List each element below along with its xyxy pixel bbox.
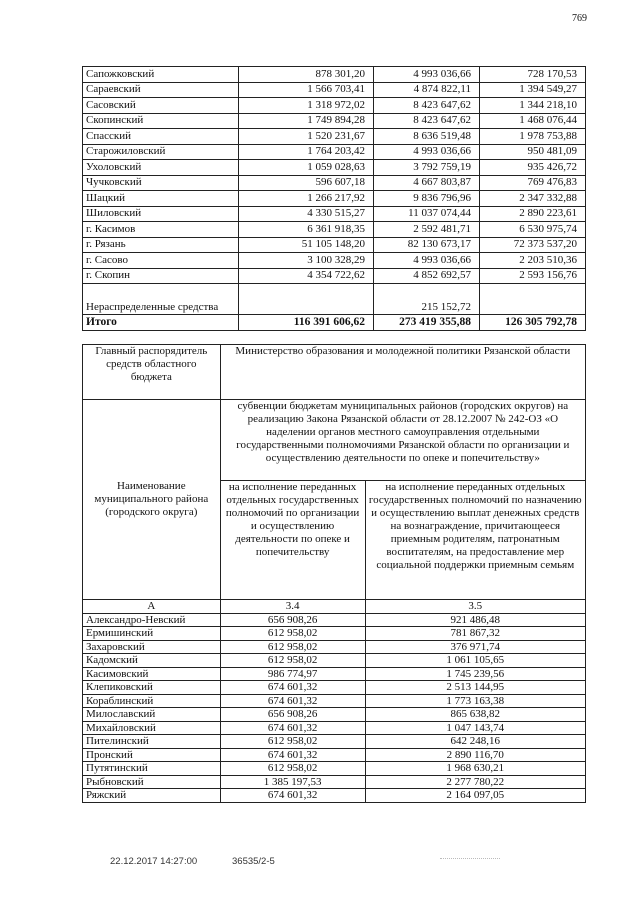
total-value-3: 126 305 792,78: [479, 315, 585, 331]
table-row: [83, 67, 586, 83]
cell-value-3: 1 344 218,10: [479, 98, 585, 114]
table-row: [83, 627, 586, 641]
table-row: [83, 708, 586, 722]
table-row: [83, 775, 586, 789]
cell-value-3-5: 2 164 097,05: [365, 789, 585, 803]
cell-value-3-5: 2 890 116,70: [365, 748, 585, 762]
cell-value-3: 1 468 076,44: [479, 113, 585, 129]
row-name: г. Касимов: [83, 222, 239, 238]
cell-value-3: 950 481,09: [479, 144, 585, 160]
cell-value-3-4: 612 958,02: [220, 654, 365, 668]
cell-value-3-4: 656 908,26: [220, 708, 365, 722]
row-name: Касимовский: [83, 667, 221, 681]
cell-value-3-4: 612 958,02: [220, 762, 365, 776]
cell-value-3: 72 373 537,20: [479, 237, 585, 253]
subsidy-table-body: [83, 345, 586, 803]
table-row: [83, 113, 586, 129]
cell-value-3-4: 656 908,26: [220, 613, 365, 627]
table-row: [83, 129, 586, 145]
cell-value-3-4: 674 601,32: [220, 748, 365, 762]
header-main-manager: Главный распорядитель средств областного бюджета: [83, 345, 221, 400]
cell-value-1: 1 749 894,28: [238, 113, 373, 129]
cell-value-3-4: 674 601,32: [220, 789, 365, 803]
cell-value-2: 3 792 759,19: [373, 160, 479, 176]
cell-value-3-4: 1 385 197,53: [220, 775, 365, 789]
cell-value-3: 2 347 332,88: [479, 191, 585, 207]
table-row: [83, 640, 586, 654]
table-row: [83, 613, 586, 627]
table-row: [83, 748, 586, 762]
cell-value-1: 1 566 703,41: [238, 82, 373, 98]
cell-value-2: 11 037 074,44: [373, 206, 479, 222]
cell-value-3: 1 978 753,88: [479, 129, 585, 145]
row-name: Спасский: [83, 129, 239, 145]
footer-datetime: 22.12.2017 14:27:00: [110, 856, 198, 867]
cell-value-2: 9 836 796,96: [373, 191, 479, 207]
cell-value-2: 4 874 822,11: [373, 82, 479, 98]
table-row: [83, 98, 586, 114]
header-row-manager: [83, 345, 586, 400]
summary-table-body: [83, 67, 586, 331]
index-3-4: 3.4: [220, 600, 365, 614]
cell-value-2: 8 423 647,62: [373, 98, 479, 114]
cell-value-3: 2 203 510,36: [479, 253, 585, 269]
row-name: Милославский: [83, 708, 221, 722]
footer-doc-code: 36535/2-5: [232, 856, 275, 867]
table-row: [83, 694, 586, 708]
table-row: [83, 735, 586, 749]
cell-value-3-5: 2 513 144,95: [365, 681, 585, 695]
table-row: [83, 681, 586, 695]
cell-value-3-5: 1 061 105,65: [365, 654, 585, 668]
row-name: Скопинский: [83, 113, 239, 129]
header-col-3-4: на исполнение переданных отдельных государственных полномочий по организации и осуществлению деятельности по опеке и попечительству: [220, 481, 365, 600]
summary-table-continued: [82, 66, 586, 331]
cell-value-3: 769 476,83: [479, 175, 585, 191]
table-row: [83, 160, 586, 176]
cell-value-3-5: 1 745 239,56: [365, 667, 585, 681]
cell-value-2: 8 636 519,48: [373, 129, 479, 145]
row-name: Сасовский: [83, 98, 239, 114]
cell-value-3-4: 612 958,02: [220, 735, 365, 749]
header-ministry: Министерство образования и молодежной политики Рязанской области: [220, 345, 585, 400]
table-row: [83, 253, 586, 269]
row-name: г. Скопин: [83, 268, 239, 284]
page-number: 769: [572, 13, 587, 24]
index-row: [83, 600, 586, 614]
cell-value-2: 4 993 036,66: [373, 67, 479, 83]
row-name: Сараевский: [83, 82, 239, 98]
table-row: [83, 82, 586, 98]
cell-value-3: 728 170,53: [479, 67, 585, 83]
footer-dotted-mark: [440, 858, 500, 859]
cell-value-2: 215 152,72: [373, 284, 479, 315]
total-value-2: 273 419 355,88: [373, 315, 479, 331]
row-name: Шиловский: [83, 206, 239, 222]
cell-value-1: 1 520 231,67: [238, 129, 373, 145]
table-row: [83, 191, 586, 207]
header-subsidy: субвенции бюджетам муниципальных районов (городских округов) на реализацию Закона Рязанской области от 28.12.2007 № 242-ОЗ «О наделении органов местного самоуправления отдельными государственными полномочиями Рязанской области по организации и осуществлению деятельности по опеке и попечительству»: [220, 400, 585, 481]
index-a: А: [83, 600, 221, 614]
cell-value-2: 8 423 647,62: [373, 113, 479, 129]
cell-value-1: 1 059 028,63: [238, 160, 373, 176]
row-name: Кадомский: [83, 654, 221, 668]
cell-value-2: 4 852 692,57: [373, 268, 479, 284]
cell-value-3-5: 376 971,74: [365, 640, 585, 654]
row-name: Путятинский: [83, 762, 221, 776]
cell-value-2: 2 592 481,71: [373, 222, 479, 238]
cell-value-1: 1 266 217,92: [238, 191, 373, 207]
table-row: [83, 789, 586, 803]
cell-value-3-4: 612 958,02: [220, 640, 365, 654]
cell-value-3-4: 674 601,32: [220, 721, 365, 735]
table-row: [83, 721, 586, 735]
row-name: Ермишинский: [83, 627, 221, 641]
cell-value-3-4: 674 601,32: [220, 694, 365, 708]
cell-value-3-5: 781 867,32: [365, 627, 585, 641]
cell-value-3: 2 593 156,76: [479, 268, 585, 284]
cell-value-2: 82 130 673,17: [373, 237, 479, 253]
table-row: [83, 222, 586, 238]
cell-value-3: 2 890 223,61: [479, 206, 585, 222]
total-value-1: 116 391 606,62: [238, 315, 373, 331]
table-row-undistributed: [83, 284, 586, 315]
table-row: [83, 237, 586, 253]
header-row-subsidy: [83, 400, 586, 481]
header-col-3-5: на исполнение переданных отдельных государственных полномочий по назначению и осуществлению выплат денежных средств на вознаграждение, причитающееся приемным родителям, патронатным воспитателям, на предоставление мер социальной поддержки приемным семьям: [365, 481, 585, 600]
cell-value-1: 1 764 203,42: [238, 144, 373, 160]
row-name: Пителинский: [83, 735, 221, 749]
cell-value-2: 4 993 036,66: [373, 144, 479, 160]
table-row: [83, 667, 586, 681]
cell-value-3-4: 674 601,32: [220, 681, 365, 695]
row-name: Итого: [83, 315, 239, 331]
cell-value-1: 1 318 972,02: [238, 98, 373, 114]
cell-value-1: [238, 284, 373, 315]
cell-value-3-5: 2 277 780,22: [365, 775, 585, 789]
header-municipality: Наименование муниципального района (городского округа): [83, 400, 221, 600]
row-name: Ряжский: [83, 789, 221, 803]
row-name: Старожиловский: [83, 144, 239, 160]
cell-value-1: 4 354 722,62: [238, 268, 373, 284]
row-name: Кораблинский: [83, 694, 221, 708]
cell-value-3-5: 1 047 143,74: [365, 721, 585, 735]
cell-value-3: [479, 284, 585, 315]
row-name: Нераспределенные средства: [83, 284, 239, 315]
row-name: Сапожковский: [83, 67, 239, 83]
cell-value-2: 4 667 803,87: [373, 175, 479, 191]
row-name: Михайловский: [83, 721, 221, 735]
cell-value-3-5: 1 773 163,38: [365, 694, 585, 708]
table-row: [83, 175, 586, 191]
cell-value-1: 4 330 515,27: [238, 206, 373, 222]
table-row: [83, 654, 586, 668]
cell-value-3-5: 865 638,82: [365, 708, 585, 722]
row-name: Пронский: [83, 748, 221, 762]
row-name: Ухоловский: [83, 160, 239, 176]
index-3-5: 3.5: [365, 600, 585, 614]
table-row: [83, 762, 586, 776]
cell-value-3-5: 921 486,48: [365, 613, 585, 627]
row-name: Рыбновский: [83, 775, 221, 789]
table-row: [83, 268, 586, 284]
cell-value-1: 51 105 148,20: [238, 237, 373, 253]
row-name: г. Сасово: [83, 253, 239, 269]
cell-value-1: 878 301,20: [238, 67, 373, 83]
table-row-total: [83, 315, 586, 331]
cell-value-3: 1 394 549,27: [479, 82, 585, 98]
row-name: Шацкий: [83, 191, 239, 207]
row-name: Александро-Невский: [83, 613, 221, 627]
row-name: Чучковский: [83, 175, 239, 191]
table-row: [83, 206, 586, 222]
cell-value-3: 935 426,72: [479, 160, 585, 176]
cell-value-3-5: 1 968 630,21: [365, 762, 585, 776]
cell-value-1: 596 607,18: [238, 175, 373, 191]
cell-value-3-5: 642 248,16: [365, 735, 585, 749]
cell-value-3: 6 530 975,74: [479, 222, 585, 238]
row-name: Захаровский: [83, 640, 221, 654]
row-name: Клепиковский: [83, 681, 221, 695]
row-name: г. Рязань: [83, 237, 239, 253]
subsidy-table: [82, 344, 586, 803]
cell-value-2: 4 993 036,66: [373, 253, 479, 269]
cell-value-3-4: 986 774,97: [220, 667, 365, 681]
table-row: [83, 144, 586, 160]
cell-value-3-4: 612 958,02: [220, 627, 365, 641]
cell-value-1: 3 100 328,29: [238, 253, 373, 269]
cell-value-1: 6 361 918,35: [238, 222, 373, 238]
